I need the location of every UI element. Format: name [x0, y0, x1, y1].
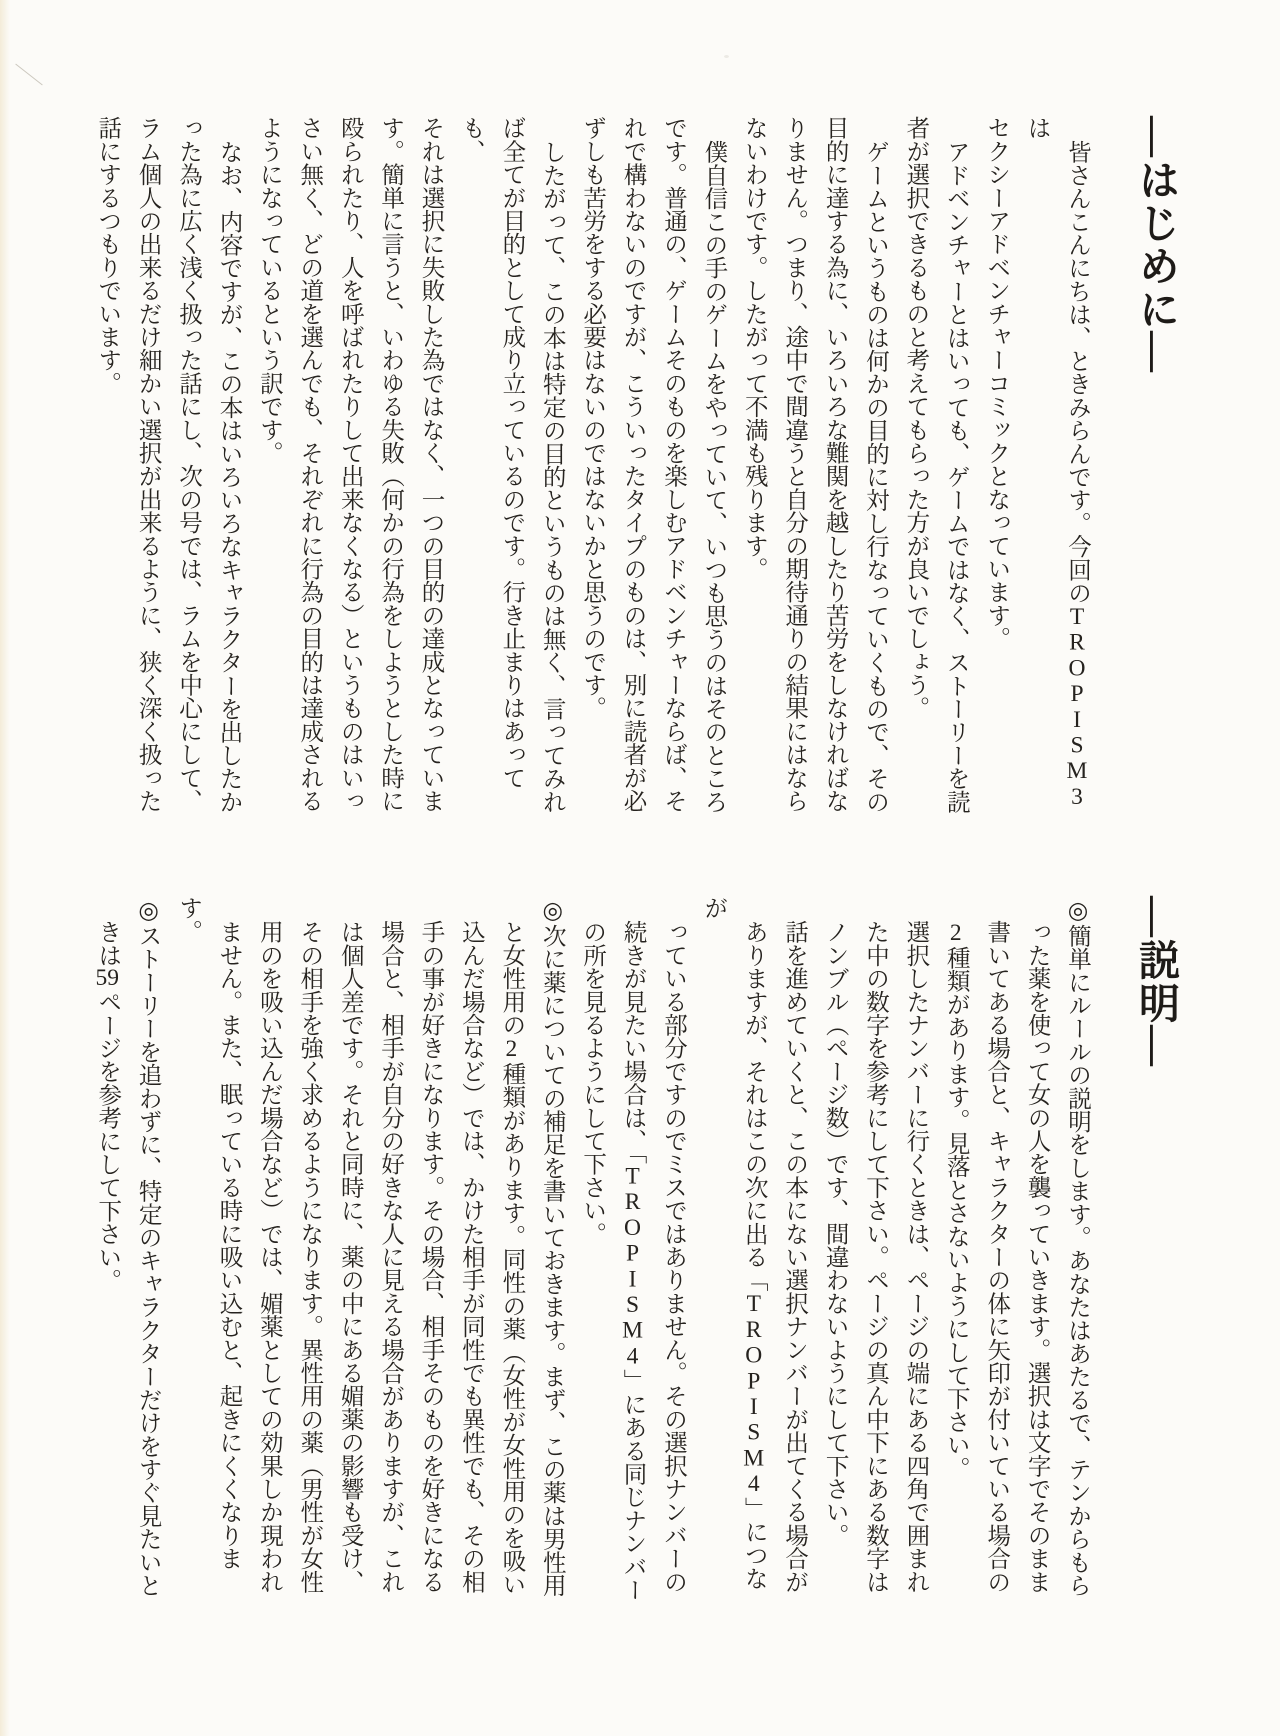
text-line: れで構わないのですが、こういったタイプのものは、別に読者が必 [619, 116, 646, 813]
text-line: た中の数字を参考にして下さい。ページの真ん中下にある数字は [861, 919, 888, 1593]
text-line: ません。また、眠っている時に吸い込むと、起きにくくなります。 [175, 896, 242, 1570]
text-line: アドベンチャーとはいっても、ゲームではなく、ストーリーを読 [942, 139, 969, 813]
text-line: 目的に達する為に、いろいろな難関を越したり苦労をしなければな [821, 116, 848, 813]
text-line: 用のを吸い込んだ場合など）では、媚薬としての効果しか現われ [255, 919, 282, 1593]
section-title-introduction: ―はじめに― [1133, 116, 1179, 374]
text-line: の所を見るようにして下さい。 [579, 919, 606, 1245]
text-line: ありますが、それはこの次に出る「TROPISM4」につなが [700, 896, 767, 1590]
section-introduction [94, 116, 1208, 831]
text-line: は個人差です。それと同時に、薬の中にある媚薬の影響も受け、 [336, 919, 363, 1593]
text-line: 書いてある場合と、キャラクターの体に矢印が付いている場合の [983, 919, 1010, 1593]
text-line: 話にするつもりでいます。 [94, 116, 121, 395]
text-line: 手の事が好きになります。その場合、相手そのものを好きになる [417, 919, 444, 1593]
text-line: ないわけです。したがって不満も残ります。 [740, 116, 767, 581]
text-line: す。簡単に言うと、いわゆる失敗（何かの行為をしようとした時に [377, 116, 404, 813]
text-line: った薬を使って女の人を襲っていきます。選択は文字でそのまま [1023, 919, 1050, 1593]
text-line: ノンブル（ページ数）です、間違わないようにして下さい。 [821, 919, 848, 1546]
text-line: きは59ページを参考にして下さい。 [94, 919, 121, 1292]
text-line: ゲームというものは何かの目的に対し行なっていくもので、その [861, 139, 888, 813]
text-line: ば全てが目的として成り立っているのです。行き止まりはあっても、 [457, 116, 525, 789]
text-line: ずしも苦労をする必要はないのではないかと思うのです。 [579, 116, 606, 720]
text-line: それは選択に失敗した為ではなく、一つの目的の達成となっていま [417, 116, 444, 813]
text-line: さい無く、どの道を選んでも、それぞれに行為の目的は達成される [296, 116, 323, 813]
text-line: セクシーアドベンチャーコミックとなっています。 [983, 116, 1010, 650]
text-line: ラム個人の出来るだけ細かい選択が出来るように、狭く深く扱った [134, 116, 161, 813]
scan-dust-speck [724, 55, 729, 58]
text-line: 者が選択できるものと考えてもらった方が良いでしょう。 [902, 116, 929, 720]
text-line: 2種類があります。見落とさないようにして下さい。 [942, 919, 969, 1479]
scan-scratch-mark [15, 64, 42, 86]
text-line: 続きが見たい場合は、「TROPISM4」にある同じナンバー [619, 919, 646, 1601]
text-line: その相手を強く求めるようになります。異性用の薬（男性が女性 [296, 919, 323, 1593]
section-explanation [94, 896, 1208, 1611]
text-line: った為に広く浅く扱った話にし、次の号では、ラムを中心にして、 [175, 116, 202, 813]
text-line: したがって、この本は特定の目的というものは無く、言ってみれ [538, 139, 565, 813]
text-line: ようになっているという訳です。 [255, 116, 282, 465]
text-line: 皆さんこんにちは、ときみらんです。今回のTROPISM3は [1023, 116, 1090, 810]
text-line: ◎簡単にルールの説明をします。あなたはあたるで、テンからもら [1064, 896, 1090, 1597]
text-line: と女性用の2種類があります。同性の薬（女性が女性用のを吸い [498, 919, 525, 1595]
text-line: 殴られたり、人を呼ばれたりして出来なくなる）というものはいっ [336, 116, 363, 813]
scan-left-edge-tint [0, 0, 10, 1736]
text-line: りません。つまり、途中で間違うと自分の期待通りの結果にはなら [781, 116, 808, 813]
text-line: です。普通の、ゲームそのものを楽しむアドベンチャーならば、そ [659, 116, 686, 813]
section-title-explanation: ―説明― [1133, 896, 1179, 1068]
text-line: 場合と、相手が自分の好きな人に見える場合がありますが、これ [377, 919, 404, 1593]
text-line: 話を進めていくと、この本にない選択ナンバーが出てくる場合が [781, 919, 808, 1593]
text-line: 込んだ場合など）では、かけた相手が同性でも異性でも、その相 [457, 919, 484, 1593]
text-line: 僕自信この手のゲームをやっていて、いつも思うのはそのところ [700, 139, 727, 813]
text-line: ◎次に薬についての補足を書いておきます。まず、この薬は男性用 [538, 896, 565, 1597]
text-line: っている部分ですのでミスではありません。その選択ナンバーの [659, 919, 686, 1593]
text-line: なお、内容ですが、この本はいろいろなキャラクターを出したか [215, 139, 242, 813]
text-line: 選択したナンバーに行くときは、ページの端にある四角で囲まれ [902, 919, 929, 1593]
text-line: ◎ストーリーを追わずに、特定のキャラクターだけをすぐ見たいと [134, 896, 161, 1597]
